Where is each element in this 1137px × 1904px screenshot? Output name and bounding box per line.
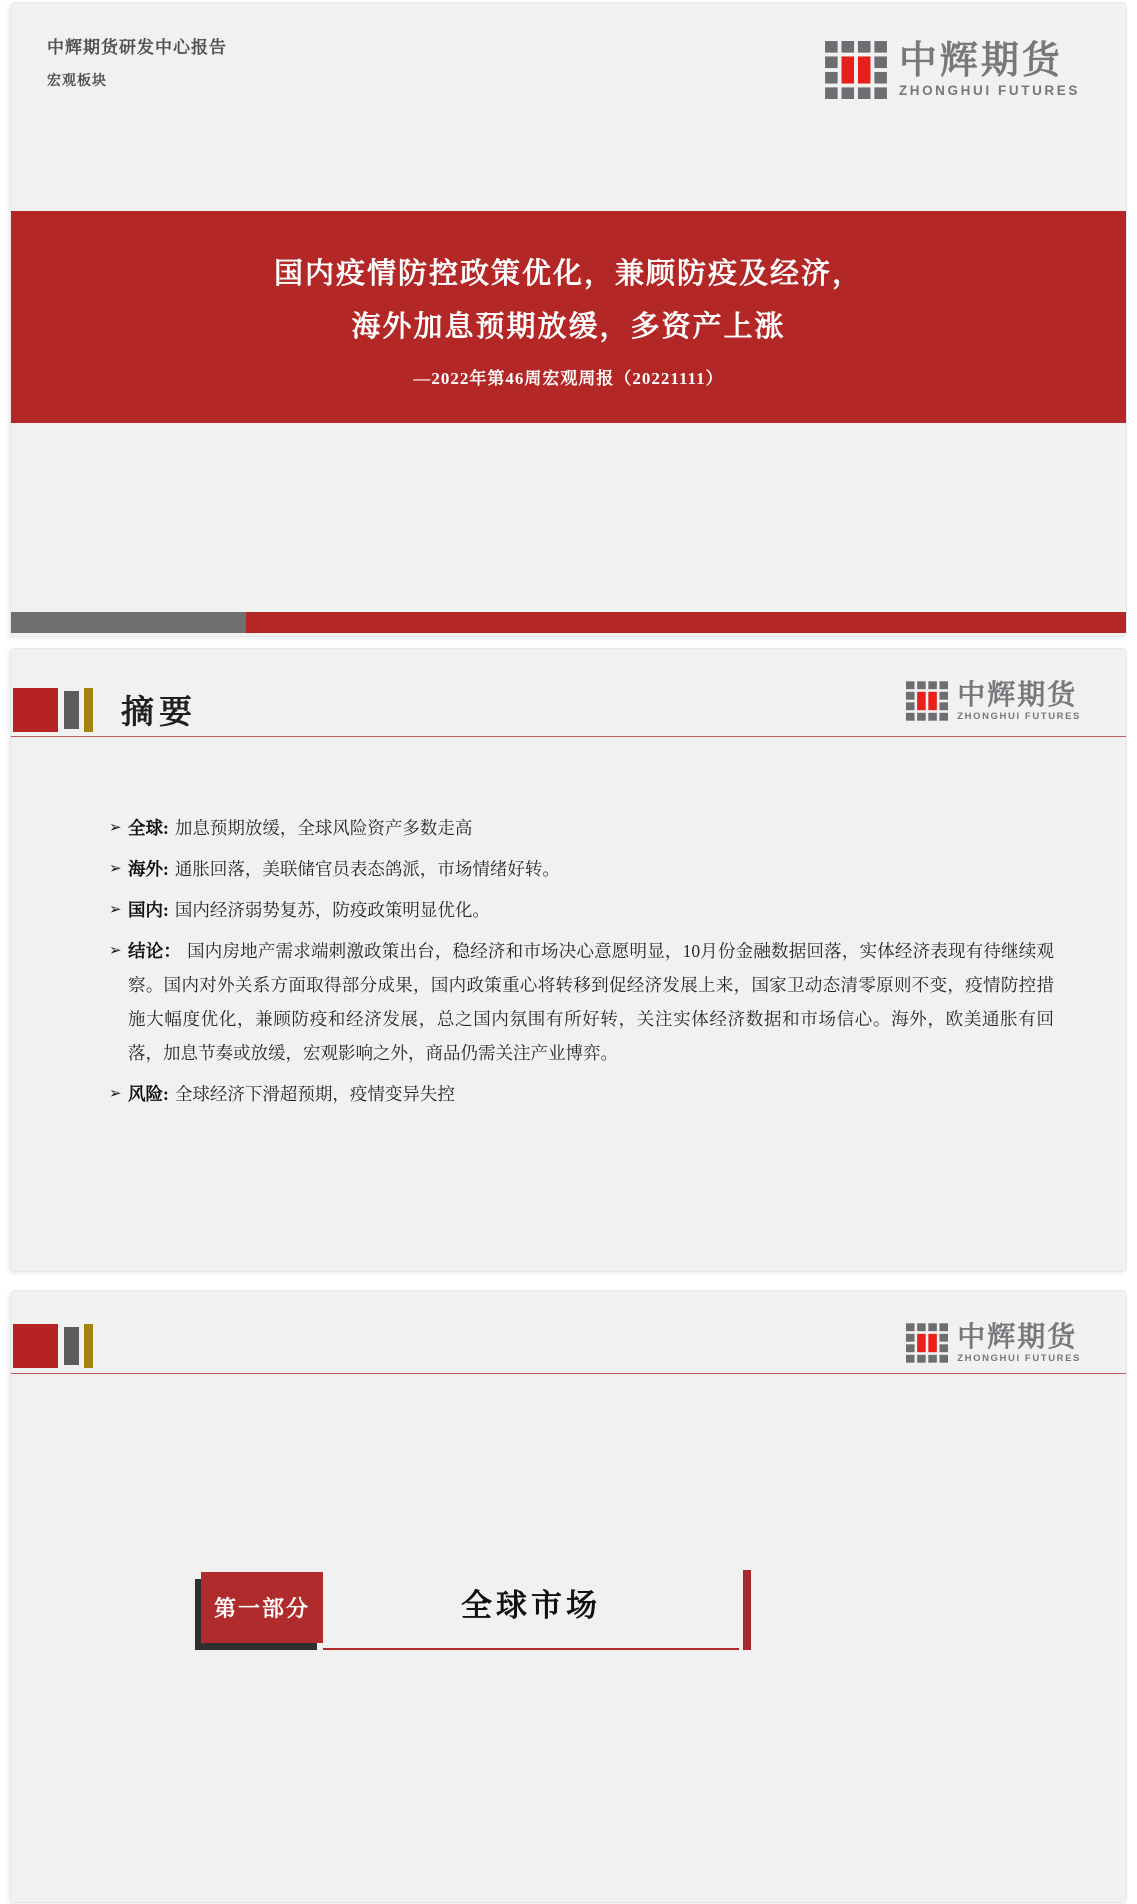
footer-divider-bar [11,612,1126,633]
header-underline [11,736,1126,737]
bullet-arrow-icon: ➢ [109,820,122,836]
bullet-arrow-icon: ➢ [109,902,122,918]
bullet-text: 加息预期放缓，全球风险资产多数走高 [174,818,473,838]
bullet-global [111,811,1054,845]
bullet-conclusion [111,934,1054,1070]
header-accent-blocks [13,686,197,733]
zhonghui-logo-mark-icon [906,679,948,723]
section-title: 全球市场 [461,1588,601,1623]
cover-header [47,33,227,90]
logo-text [957,1320,1081,1364]
accent-block-red [13,1324,58,1368]
bullet-arrow-icon: ➢ [109,1086,122,1102]
summary-bullet-list [111,811,1054,1118]
report-subtitle: —2022年第46周宏观周报（20221111） [413,369,724,388]
bullet-label: 风险: [128,1084,169,1104]
logo-name-cn: 中辉期货 [957,1320,1078,1352]
accent-block-gold [84,1324,93,1368]
accent-block-gray [64,1327,79,1365]
summary-slide [10,648,1127,1272]
logo-text [899,42,1080,98]
bullet-domestic [111,893,1054,927]
zhonghui-logo [906,1321,1081,1365]
bullet-overseas [111,852,1054,886]
divider-red-segment [246,612,1126,633]
bullet-label: 结论： [128,941,182,961]
accent-block-gray [64,691,79,729]
logo-text [957,678,1081,722]
zhonghui-logo-mark-icon [825,41,887,99]
section-title-end-bar [743,1570,751,1650]
report-title-line2: 海外加息预期放缓，多资产上涨 [351,311,786,343]
bullet-label: 海外: [128,859,169,879]
logo-name-cn: 中辉期货 [957,678,1078,710]
zhonghui-logo-mark-icon [906,1321,948,1365]
logo-name-en: ZHONGHUI FUTURES [957,710,1081,722]
divider-gray-segment [11,612,246,633]
report-title [11,211,1126,354]
part-one-badge: 第一部分 [201,1572,323,1643]
section-title-group [323,1574,739,1650]
zhonghui-logo [906,679,1081,723]
header-accent-blocks [13,1324,93,1368]
logo-name-en: ZHONGHUI FUTURES [957,1352,1081,1364]
sector-label: 宏观板块 [47,74,107,89]
header-underline [11,1373,1126,1374]
section-slide [10,1290,1127,1903]
logo-name-en: ZHONGHUI FUTURES [898,83,1080,99]
summary-title: 摘要 [121,695,197,731]
bullet-text: 通胀回落，美联储官员表态鸽派，市场情绪好转。 [174,859,560,879]
zhonghui-logo [825,41,1080,99]
report-label: 中辉期货研发中心报告 [47,38,227,57]
bullet-label: 全球: [128,818,169,838]
bullet-label: 国内: [128,900,169,920]
report-title-line1: 国内疫情防控政策优化，兼顾防疫及经济， [273,258,863,290]
bullet-arrow-icon: ➢ [109,943,122,959]
bullet-text: 国内房地产需求端刺激政策出台，稳经济和市场决心意愿明显，10月份金融数据回落，实体经济表现有待继续观察。国内对外关系方面取得部分成果，国内政策重心将转移到促经济发展上来，国家卫动态清零原则不变，疫情防控措施大幅度优化，兼顾防疫和经济发展，总之国内氛围有所好转，关注实体经济数据和市场信心。海外，欧美通胀有回落，加息节奏或放缓，宏观影响之外，商品仍需关注产业博弈。 [128,941,1055,1063]
bullet-risk [111,1077,1054,1111]
bullet-arrow-icon: ➢ [109,861,122,877]
title-banner [11,211,1126,423]
bullet-text: 国内经济弱势复苏，防疫政策明显优化。 [174,900,490,920]
bullet-text: 全球经济下滑超预期，疫情变异失控 [174,1084,455,1104]
cover-slide [10,2,1127,637]
accent-block-red [13,688,58,732]
accent-block-gold [84,688,93,732]
logo-name-cn: 中辉期货 [898,40,1063,83]
